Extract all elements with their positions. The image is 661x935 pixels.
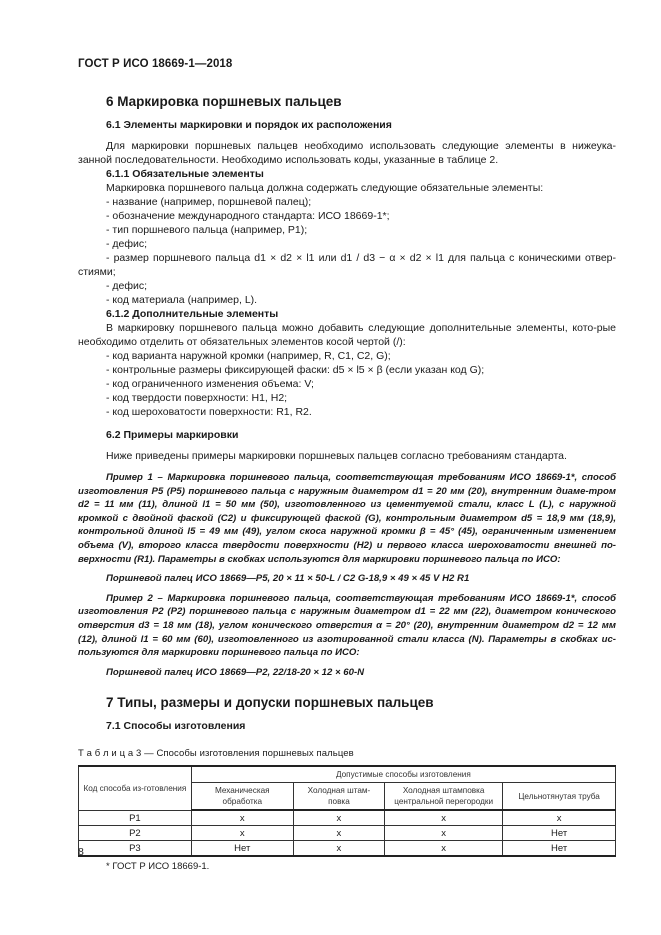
section-6-2-intro: Ниже приведены примеры маркировки поршневых пальцев согласно требованиям стандарта. [106, 450, 567, 462]
list-item: - дефис; [106, 238, 148, 250]
table-cell: Р3 [79, 841, 192, 857]
list-item: - размер поршневого пальца d1 × d2 × l1 или d1 / d3 − α × d2 × l1 для пальца с коническими отвер-стиями; [78, 252, 616, 278]
section-6-1-2-title: 6.1.2 Дополнительные элементы [106, 308, 279, 320]
table-cell: x [385, 841, 503, 857]
table-cell: Р2 [79, 826, 192, 841]
table-cell: Нет [191, 841, 293, 857]
table-cell: x [293, 826, 384, 841]
example-1-marking: Поршневой палец ИСО 18669—Р5, 20 × 11 × 50-L / C2 G-18,9 × 49 × 45 V H2 R1 [106, 573, 470, 585]
table-header-cell: Цельнотянутая труба [503, 783, 616, 811]
page-number: 8 [78, 846, 84, 858]
example-2: Пример 2 – Маркировка поршневого пальца, соответствующая требованиям ИСО 18669-1*, способ изготовления Р2 (Р2) поршневого пальца с наружным диаметром d1 = 22 мм (22), диаметром конического отверстия d3 = 18 мм (18), углом конического отверстия α = 20° (20), внутренним диаметром d2 = 12 мм (12), длиной l1 = 60 мм (60), изготовленного из азотированной стали класса (N). Параметры в скобках ис-пользуются для маркировки поршневого пальца по ИСО: [78, 592, 616, 659]
section-6-1-intro: Для маркировки поршневых пальцев необходимо использовать следующие элементы в нижеука-занной последовательности. Необходимо использовать коды, указанные в таблице 2. [78, 140, 616, 166]
list-item: - код материала (например, L). [106, 294, 258, 306]
table-cell: Нет [503, 826, 616, 841]
list-item: - дефис; [106, 280, 148, 292]
table-header-cell: Механическая обработка [191, 783, 293, 811]
table-row [79, 810, 616, 826]
section-6-1-2-intro: В маркировку поршневого пальца можно добавить следующие дополнительные элементы, кото-рые необходимо отделить от обязательных элементов косой чертой (/): [78, 322, 616, 348]
section-6-1-1-title: 6.1.1 Обязательные элементы [106, 168, 264, 180]
table-cell: x [293, 810, 384, 826]
table-header-cell: Холодная штамповка центральной перегородки [385, 783, 503, 811]
section-7-title: 7 Типы, размеры и допуски поршневых пальцев [106, 695, 434, 711]
list-item: - код твердости поверхности: H1, H2; [106, 392, 288, 404]
table-cell: x [191, 810, 293, 826]
table-header-code: Код способа из-готовления [79, 766, 192, 810]
list-item: - код шероховатости поверхности: R1, R2. [106, 406, 312, 418]
table-cell: x [191, 826, 293, 841]
table-row [79, 841, 616, 857]
list-item: - название (например, поршневой палец); [106, 196, 312, 208]
table-row [79, 826, 616, 841]
section-6-1-title: 6.1 Элементы маркировки и порядок их расположения [106, 119, 392, 131]
table-cell: x [385, 826, 503, 841]
table-caption: Т а б л и ц а 3 — Способы изготовления поршневых пальцев [78, 748, 354, 760]
table-cell: Нет [503, 841, 616, 857]
list-item: - контрольные размеры фиксирующей фаски: d5 × l5 × β (если указан код G); [106, 364, 485, 376]
table-cell: x [293, 841, 384, 857]
list-item: - обозначение международного стандарта: ИСО 18669-1*; [106, 210, 390, 222]
section-6-1-1-intro: Маркировка поршневого пальца должна содержать следующие обязательные элементы: [106, 182, 544, 194]
section-7-1-title: 7.1 Способы изготовления [106, 720, 246, 733]
table-cell: x [385, 810, 503, 826]
list-item: - тип поршневого пальца (например, Р1); [106, 224, 308, 236]
table-header-cell: Холодная штам-повка [293, 783, 384, 811]
example-2-marking: Поршневой палец ИСО 18669—Р2, 22/18-20 × 12 × 60-N [106, 666, 365, 678]
footnote: * ГОСТ Р ИСО 18669-1. [106, 861, 210, 873]
table-cell: x [503, 810, 616, 826]
page-content [78, 90, 616, 872]
document-header: ГОСТ Р ИСО 18669-1—2018 [78, 58, 233, 70]
example-1: Пример 1 – Маркировка поршневого пальца, соответствующая требованиям ИСО 18669-1*, способ изготовления Р5 (Р5) поршневого пальца с наружным диаметром d1 = 20 мм (20), внутренним диаме-тром d2 = 11 мм (11), длиной l1 = 50 мм (50), изготовленного из цементуемой стали, класс L (L), с наружной кромкой с двойной фаской (С2) и фиксирующей фаской (G), контрольным диаметром d5 = 18,9 мм (18,9), контрольной длиной l5 = 49 мм (49), углом скоса наружной кромки β = 45° (45), ограниченным изменением объема (V), второго класса твердости поверхности (Н2) и первого класса шероховатости внешней по-верхности (R1). Параметры в скобках используются для маркировки поршневого пальца по ИСО: [78, 472, 616, 565]
list-item: - код ограниченного изменения объема: V; [106, 378, 314, 390]
table-cell: Р1 [79, 810, 192, 826]
table-header-group: Допустимые способы изготовления [191, 766, 615, 783]
methods-table [78, 765, 616, 857]
section-6-2-title: 6.2 Примеры маркировки [106, 429, 239, 441]
section-6-title: 6 Маркировка поршневых пальцев [106, 94, 342, 109]
list-item: - код варианта наружной кромки (например, R, C1, C2, G); [106, 350, 391, 362]
